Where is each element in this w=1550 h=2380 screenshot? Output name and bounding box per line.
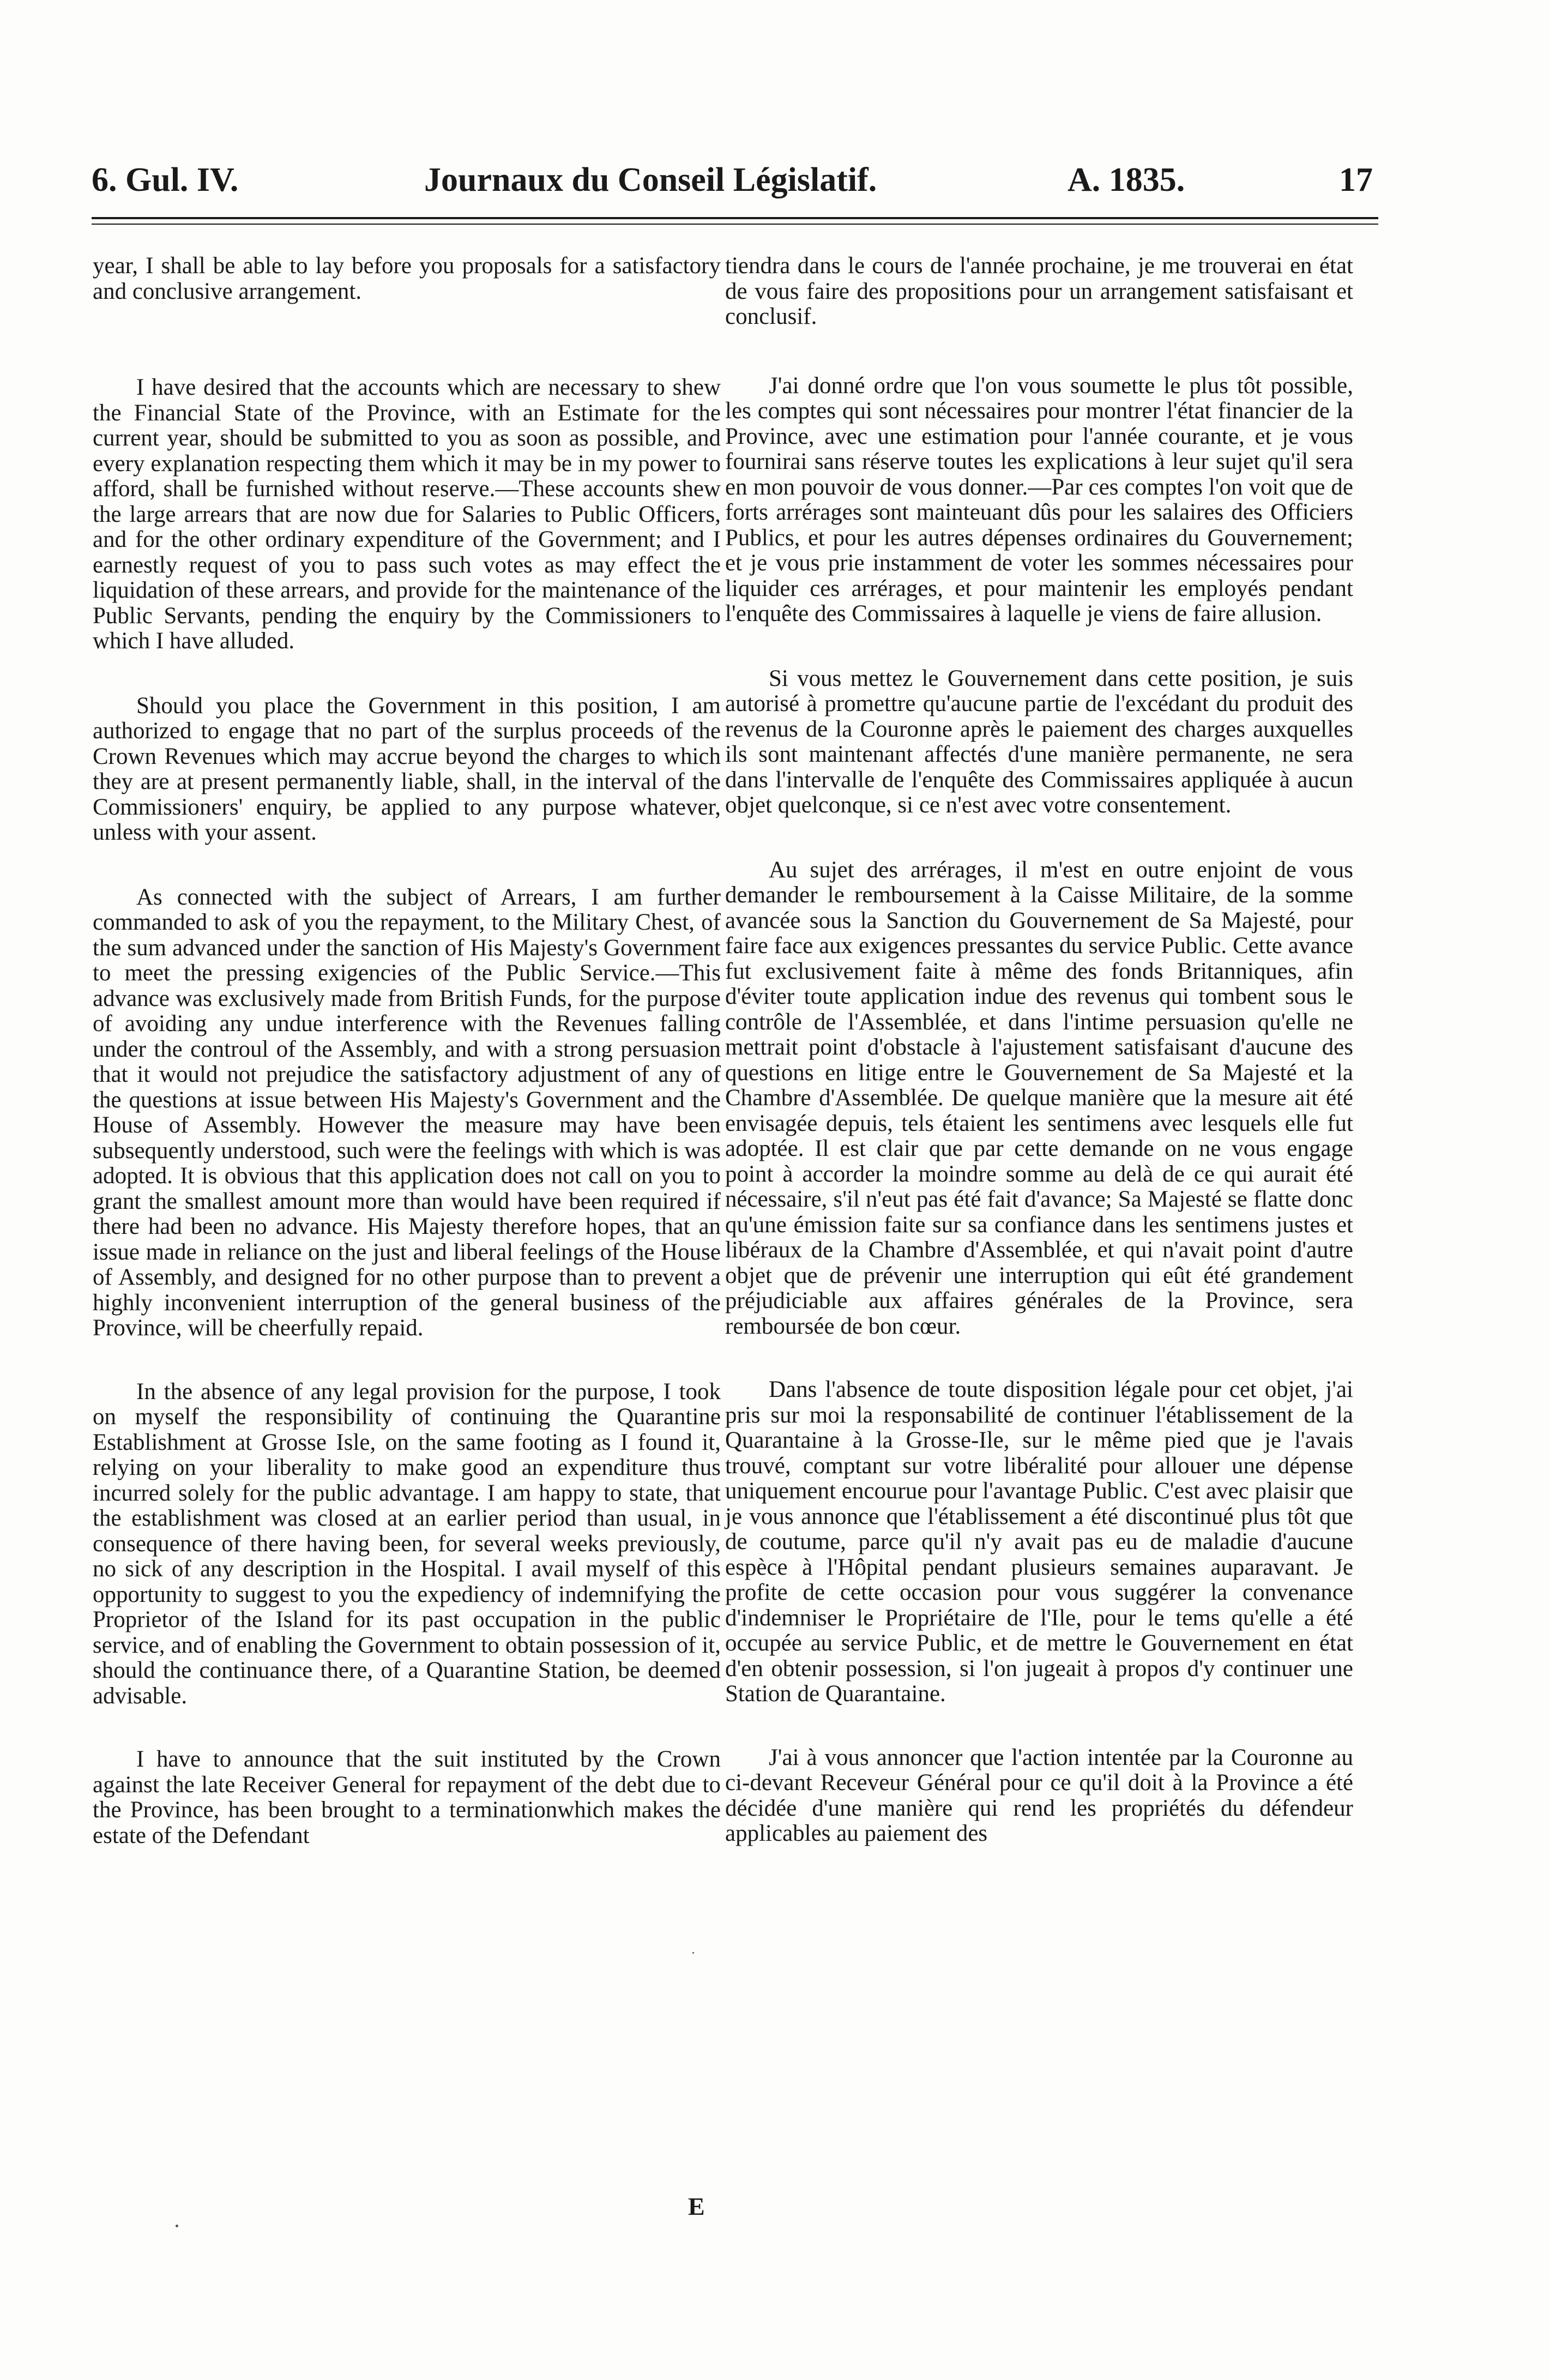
english-paragraph: year, I shall be able to lay before you proposals for a satisfactory and conclusive arrangement. [93, 253, 721, 304]
header-page-number: 17 [1339, 161, 1373, 198]
ink-speck [176, 2225, 178, 2227]
french-paragraph: Si vous mettez le Gouvernement dans cette position, je suis autorisé à promettre qu'aucune partie de l'excédant du produit des revenus de la Couronne après le paiement des charges auxquelles ils sont maintenant affectés d'une manière permanente, ne sera dans l'intervalle de l'enquête des Commissaires appliquée à aucun objet quelconque, si ce n'est avec votre consentement. [725, 665, 1353, 818]
header-rule-thin [92, 224, 1378, 225]
french-column [725, 254, 1353, 1847]
page-header [92, 155, 1373, 204]
header-journal-title: Journaux du Conseil Législatif. [424, 161, 877, 198]
english-paragraph: As connected with the subject of Arrears, I am further commanded to ask of you the repayment, to the Military Chest, of the sum advanced under the sanction of His Majesty's Government to meet the pressing exigencies of the Public Service.—This advance was exclusively made from British Funds, for the purpose of avoiding any undue interference with the Revenues falling under the controul of the Assembly, and with a strong persuasion that it would not prejudice the satisfactory adjustment of any of the questions at issue between His Majesty's Government and the House of Assembly. However the measure may have been subsequently understood, such were the feelings with which is was adopted. It is obvious that this application does not call on you to grant the smallest amount more than would have been required if there had been no advance. His Majesty therefore hopes, that an issue made in reliance on the just and liberal feelings of the House of Assembly, and designed for no other purpose than to prevent a highly inconvenient interruption of the general business of the Province, will be cheerfully repaid. [93, 884, 721, 1341]
signature-mark: E [688, 2192, 705, 2220]
header-reign: 6. Gul. IV. [92, 161, 239, 198]
english-paragraph: I have desired that the accounts which are necessary to shew the Financial State of the Province, with an Estimate for the current year, should be submitted to you as soon as possible, and every explanation respecting them which it may be in my power to afford, shall be furnished without reserve.—These accounts shew the large arrears that are now due for Salaries to Public Officers, and for the other ordinary expenditure of the Government; and I earnestly request of you to pass such votes as may effect the liquidation of these arrears, and provide for the maintenance of the Public Servants, pending the enquiry by the Commissioners to which I have alluded. [93, 375, 721, 654]
french-paragraph: Dans l'absence de toute disposition légale pour cet objet, j'ai pris sur moi la responsabilité de continuer l'établissement de la Quarantaine à la Grosse-Ile, sur le même pied que je l'avais trouvé, comptant sur votre libéralité pour allouer une dépense uniquement encourue pour l'avantage Public. C'est avec plaisir que je vous annonce que l'établissement a été discontinué plus tôt que de coutume, parce qu'il n'y avait pas eu de maladie d'aucune espèce à l'Hôpital pendant plusieurs semaines auparavant. Je profite de cette occasion pour vous suggérer la convenance d'indemniser le Propriétaire de l'Ile, pour le tems qu'elle a été occupée au service Public, et de mettre le Gouvernement en état d'en obtenir possession, si l'on jugeait à propos d'y continuer une Station de Quarantaine. [725, 1377, 1353, 1707]
english-column [93, 254, 721, 1848]
french-paragraph: J'ai donné ordre que l'on vous soumette le plus tôt possible, les comptes qui sont nécessaires pour montrer l'état financier de la Province, avec une estimation pour l'année courante, et je vous fournirai sans réserve toutes les explications à leur sujet qu'il sera en mon pouvoir de vous donner.—Par ces comptes l'on voit que de forts arrérages sont mainteuant dûs pour les salaires des Officiers Publics, et pour les autres dépenses ordinaires du Gouvernement; et je vous prie instamment de voter les sommes nécessaires pour liquider ces arrérages, et pour maintenir les employés pendant l'enquête des Commissaires à laquelle je viens de faire allusion. [725, 372, 1353, 626]
english-paragraph: In the absence of any legal provision for the purpose, I took on myself the responsibility of continuing the Quarantine Establishment at Grosse Isle, on the same footing as I found it, relying on your liberality to make good an expenditure thus incurred solely for the public advantage. I am happy to state, that the establishment was closed at an earlier period than usual, in consequence of there having been, for several weeks previously, no sick of any description in the Hospital. I avail myself of this opportunity to suggest to you the expediency of indemnifying the Proprietor of the Island for its past occupation in the public service, and of enabling the Government to obtain possession of it, should the continuance there, of a Quarantine Station, be deemed advisable. [93, 1378, 721, 1709]
french-paragraph: tiendra dans le cours de l'année prochaine, je me trouverai en état de vous faire des propositions pour un arrangement satisfaisant et conclusif. [725, 253, 1353, 329]
header-year: A. 1835. [1067, 161, 1185, 198]
french-paragraph: Au sujet des arrérages, il m'est en outre enjoint de vous demander le remboursement à la Caisse Militaire, de la somme avancée sous la Sanction du Gouvernement de Sa Majesté, pour faire face aux exigences pressantes du service Public. Cette avance fut exclusivement faite à même des fonds Britanniques, afin d'éviter toute application indue des revenus qui tombent sous le contrôle de l'Assemblée, et dans l'intime persuasion qu'elle ne mettrait point d'obstacle à l'ajustement satisfaisant d'aucune des questions en litige entre le Gouvernement de Sa Majesté et la Chambre d'Assemblée. De quelque manière que la mesure ait été envisagée depuis, tels étaient les sentimens avec lesquels elle fut adoptée. Il est clair que par cette demande on ne vous engage point à accorder la moindre somme au delà de ce qui aurait été nécessaire, s'il n'eut pas été fait d'avance; Sa Majesté se flatte donc qu'une émission faite sur sa confiance dans les sentimens justes et libéraux de la Chambre d'Assemblée, et qui n'avait point d'autre objet que de prévenir une interruption qui eût été grandement préjudiciable aux affaires générales de la Province, sera remboursée de bon cœur. [725, 857, 1353, 1339]
header-rule-thick [92, 217, 1378, 219]
english-paragraph: Should you place the Government in this position, I am authorized to engage that no part of the surplus proceeds of the Crown Revenues which may accrue beyond the charges to which they are at present permanently liable, shall, in the interval of the Commissioners' enquiry, be applied to any purpose whatever, unless with your assent. [93, 692, 721, 845]
english-paragraph: I have to announce that the suit instituted by the Crown against the late Receiver General for repayment of the debt due to the Province, has been brought to a terminationwhich makes the estate of the Defendant [93, 1746, 721, 1848]
ink-speck [692, 1952, 694, 1954]
french-paragraph: J'ai à vous annoncer que l'action intentée par la Couronne au ci-devant Receveur Général pour ce qu'il doit à la Province a été décidée d'une manière qui rend les propriétés du défendeur applicables au paiement des [725, 1744, 1353, 1846]
